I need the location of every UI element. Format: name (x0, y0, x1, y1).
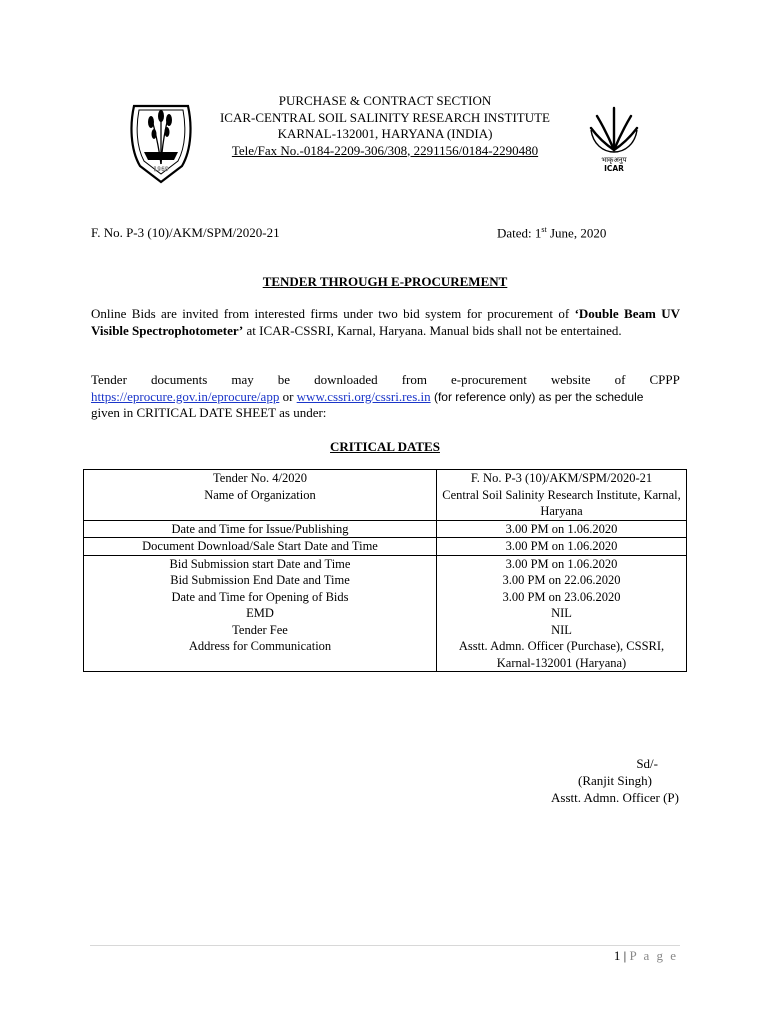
cssri-link[interactable]: www.cssri.org/cssri.res.in (296, 388, 431, 404)
institute-address: KARNAL-132001, HARYANA (INDIA) (277, 126, 493, 141)
row-label: Bid Submission start Date and Time Bid Submission End Date and Time Date and Time for Opening of Bids EMD Tender Fee Address for Communication (84, 555, 437, 671)
word: Tender (91, 372, 127, 387)
signature-block (520, 755, 710, 806)
letterhead (170, 93, 600, 159)
row-value: 3.00 PM on 1.06.2020 (437, 538, 687, 556)
row-label: Document Download/Sale Start Date and Time (84, 538, 437, 556)
intro-text-b: at ICAR-CSSRI, Karnal, Haryana. Manual bids shall not be entertained. (243, 322, 622, 338)
row-label: Tender No. 4/2020 Name of Organization (84, 470, 437, 521)
table-row (84, 470, 687, 521)
logo-icar-text: ICAR (604, 164, 624, 173)
intro-paragraph (91, 306, 680, 339)
critical-dates-table (83, 469, 687, 672)
document-title: TENDER THROUGH E-PROCUREMENT (262, 274, 508, 289)
row-value: 3.00 PM on 1.06.2020 (437, 520, 687, 538)
date-sup: st (541, 225, 547, 234)
word: be (277, 372, 291, 387)
row-value: 3.00 PM on 1.06.2020 3.00 PM on 22.06.2020 3.00 PM on 23.06.2020 NIL NIL Asstt. Admn. Officer (Purchase), CSSRI, Karnal-132001 (Haryana) (437, 555, 687, 671)
word: CPPP (649, 372, 680, 387)
page-number: 1 (613, 948, 621, 963)
critical-dates-title: CRITICAL DATES (330, 439, 440, 454)
row-value: F. No. P-3 (10)/AKM/SPM/2020-21 Central Soil Salinity Research Institute, Karnal, Haryana (437, 470, 687, 521)
word: from (401, 372, 427, 387)
download-line-3: given in CRITICAL DATE SHEET as under: (91, 405, 327, 420)
table-bottom (84, 671, 687, 672)
word: of (614, 372, 626, 387)
item-name: ‘Double Beam UV Visible Spectrophotometer’ (91, 306, 680, 338)
table-row (84, 538, 687, 556)
reference-note: (for reference only) as per the schedule (430, 389, 644, 404)
sd-mark: Sd/- (636, 756, 658, 771)
word: documents (150, 372, 208, 387)
logo-year-text: 1969 (153, 166, 169, 173)
signatory-designation: Asstt. Admn. Officer (P) (551, 790, 679, 805)
word: may (231, 372, 254, 387)
page-label: P a g e (629, 948, 678, 963)
logo-hindi-text: भाकृअनुप (601, 156, 627, 164)
row-label: Date and Time for Issue/Publishing (84, 520, 437, 538)
word: website (550, 372, 591, 387)
download-paragraph (91, 372, 680, 422)
word: downloaded (314, 372, 378, 387)
page-sep: | (620, 948, 630, 963)
download-line-1 (91, 372, 680, 389)
word: e-procurement (451, 372, 527, 387)
date-prefix: Dated: 1 (497, 225, 542, 241)
date-suffix: June, 2020 (546, 225, 607, 241)
tele-fax: Tele/Fax No.-0184-2209-306/308, 2291156/0184-2290480 (231, 142, 539, 158)
date-line (497, 225, 606, 241)
page-footer (540, 948, 678, 964)
signatory-name: (Ranjit Singh) (577, 773, 653, 788)
table-row (84, 520, 687, 538)
or-text: or (279, 388, 297, 404)
table-row (84, 555, 687, 671)
section-name: PURCHASE & CONTRACT SECTION (278, 93, 492, 108)
eprocure-link[interactable]: https://eprocure.gov.in/eprocure/app (91, 388, 280, 404)
footer-divider (90, 945, 680, 946)
file-number: F. No. P-3 (10)/AKM/SPM/2020-21 (91, 225, 280, 240)
institute-name: ICAR-CENTRAL SOIL SALINITY RESEARCH INSTITUTE (219, 109, 551, 125)
download-line-2 (91, 389, 680, 406)
intro-text-a: Online Bids are invited from interested firms under two bid system for procurement of (91, 306, 575, 321)
